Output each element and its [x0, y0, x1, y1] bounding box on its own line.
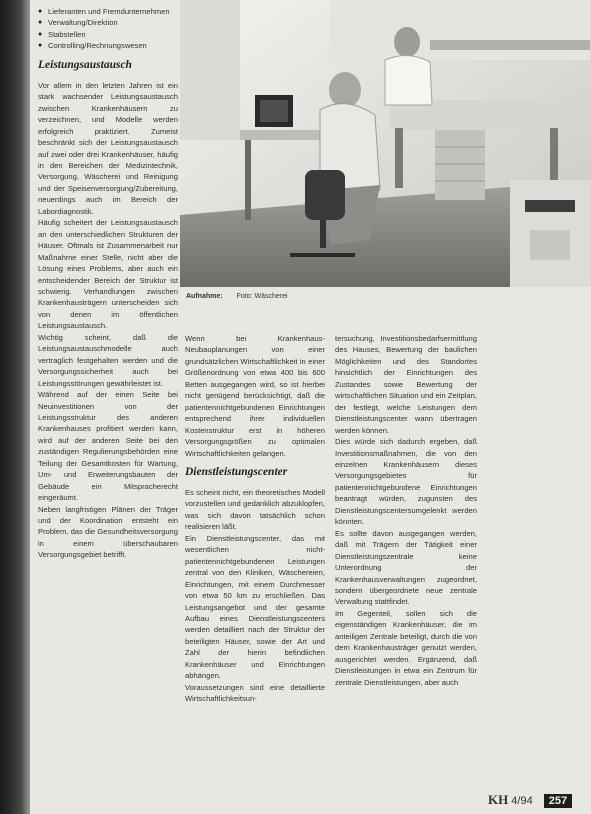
body-paragraph: Es sollte davon ausgegangen werden, daß mit Trägern der Tätigkeit einer Dienstleistungszentrale keine Unterordnung der Krankenhausverwaltungen zugeordnet, sondern übergeordnete neue zentrale Verwaltung stattfindet. [335, 528, 477, 607]
bullet-item: ● Controlling/Rechnungswesen [38, 40, 178, 51]
body-paragraph: Wichtig scheint, daß die Leistungsaustauschmodelle auch vertraglich festgehalten werden und die Versorgungssicherheit auch bei Leistungsstörungen gewährleistet ist. [38, 332, 178, 388]
section-heading-dienstleistungscenter: Dienstleistungscenter [185, 465, 288, 478]
body-paragraph: Häufig scheitert der Leistungsaustausch an den unterschiedlichen Strukturen der Häuser. Oftmals ist Zusammenarbeit nur Maßnahme einer Stelle, nicht aber die Lösung eines Problems, aber auch ein entscheidender Bereich der Struktur ist schwierig. Verhandlungen zwischen Krankenhausträgern unterscheiden sich von denen im öffentlichen Leistungsaustausch. [38, 218, 178, 331]
bullet-item: ● Verwaltung/Direktion [38, 17, 178, 28]
page-number: 257 [544, 794, 572, 808]
body-paragraph: Voraussetzungen sind eine detaillierte Wirtschaftlichkeitsun- [185, 682, 325, 704]
caption-credit: Foto: Wäscherei [236, 293, 288, 300]
body-paragraph: Vor allem in den letzten Jahren ist ein stark wachsender Leistungsaustausch zwischen Krankenhäusern zu verzeichnen, und Modelle werden erfolgreich praktiziert. Zumeist beschränkt sich der Leistungsaustausch auf zwei oder drei Krankenhäuser, häufig in den Bereichen der Medizintechnik, Versorgung, Wäscherei und Reinigung und der Speisenversorgung/Zubereitung, neuerdings auch im Bereich der Labordiagnostik. [38, 80, 178, 216]
right-column [335, 333, 477, 688]
magazine-page [30, 0, 591, 814]
office-photo [180, 0, 591, 287]
book-spine-shadow [0, 0, 30, 814]
bullet-item: ● Lieferanten und Fremdunternehmen [38, 6, 178, 17]
issue-number: 4/94 [511, 795, 533, 807]
bullet-list [38, 6, 178, 52]
journal-logo: KH [488, 792, 509, 807]
section-heading-leistungsaustausch: Leistungsaustausch [38, 58, 132, 71]
photo-caption [186, 292, 386, 302]
left-column [38, 6, 178, 561]
caption-label: Aufnahme: [186, 293, 223, 300]
body-paragraph: Während auf der einen Seite bei Neuinvestitionen von der Leistungsstruktur des anderen Krankenhauses profitiert werden kann, wird auf der anderen Seite bei den zuständigen Regulierungsbehörden eine Teilung der Gesamtkosten für Wartung, Um- und Erweiterungsbauten der Gebäude ein Mitspracherecht eingeräumt. [38, 390, 178, 503]
body-paragraph: Es scheint nicht, ein theoretisches Modell vorzustellen und gedanklich abzuklopfen, was sich davon tatsächlich schon realisieren läßt. [185, 487, 325, 532]
middle-column [185, 333, 325, 705]
body-paragraph: Dies würde sich dadurch ergeben, daß Investitionsmaßnahmen, die von den einzelnen Krankenhäusern dieses Versorgungsgebietes für patientennichtgebundene Einrichtungen beantragt würden, zugunsten des Dienstleistungscentersumgelenkt werden könnten. [335, 437, 477, 527]
body-paragraph: tersuchung, Investitionsbedarfsermittlung des Hauses, Bewertung der baulichen Möglichkeiten und des Standortes hinsichtlich der Einrichtungen des Zustandes sowie Bewertung der wirtschaftlichen Situation und ein Zeitplan, der festlegt, welche Leistungen dem Dienstleistungscenter wann übertragen werden können. [335, 334, 477, 435]
office-photo-illustration [180, 0, 591, 287]
bullet-item: ● Stabstellen [38, 29, 178, 40]
page-footer [488, 792, 572, 808]
body-paragraph: Im Gegenteil, sollen sich die eigenständigen Krankenhäuser, die im anteiligen Zentrale beteiligt, durch die von dem Krankenhausträger genutzt werden, ausgerichtet werden. Ergänzend, daß Dienstleistungen in etwa ein Zentrum für zentrale Dienstleistungen, aber auch [335, 608, 477, 687]
body-paragraph: Neben langfristigen Plänen der Träger und der Koordination entsteht ein Problem, das die Gesundheitsversorgung in einem überschaubaren Versorgungsgebiet betrifft. [38, 504, 178, 560]
body-paragraph: Ein Dienstleistungscenter, das mit wesentlichen nicht-patientennichtgebundenen Leistungen zentral von den Kliniken, Wäschereien, Einrichtungen, mit einem Durchmesser von etwa 50 km zu erschließen. Das Leistungsangebot und der gesamte Aufbau eines Dienstleistungscenters werden detailliert nach der Struktur der beteiligten Häuser, sowie der Art und Zahl der hierin befindlichen Krankenhäuser und Einrichtungen abhängen. [185, 533, 325, 681]
body-paragraph: Wenn bei Krankenhaus-Neubauplanungen von einer grundsätzlichen Wirtschaftlichkeit in einer Größenordnung von etwa 400 bis 600 Betten ausgegangen wird, so ist hierbei nicht genügend berücksichtigt, daß die patientennichtgebundenen Einrichtungen entsprechend ihrer individuellen Kostenstruktur erst in höheren Versorgungsgrößen zu optimalen Wirtschaftlichkeiten gelangen. [185, 334, 325, 458]
